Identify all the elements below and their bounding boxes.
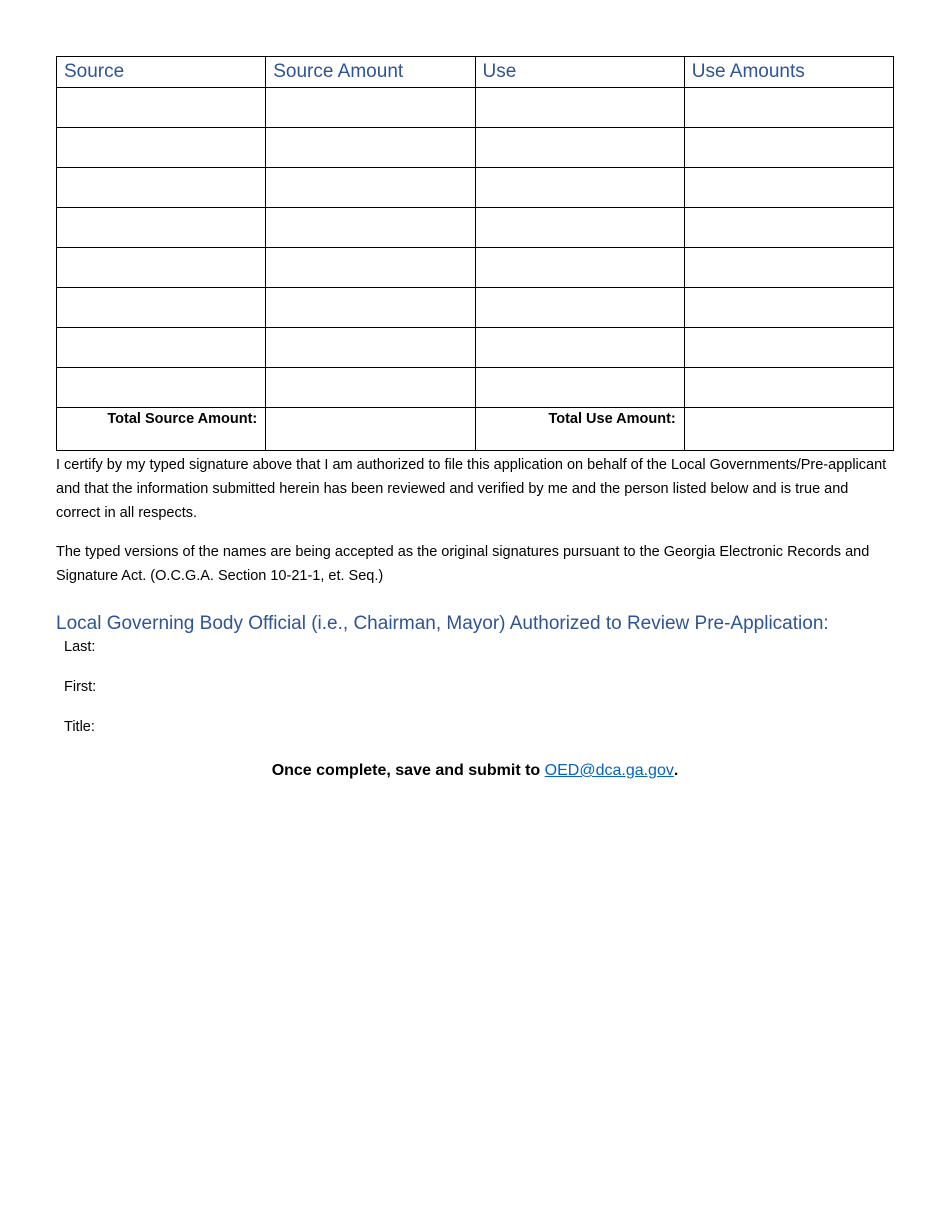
source-cell[interactable] — [57, 328, 266, 368]
source-cell[interactable] — [57, 288, 266, 328]
header-source: Source — [57, 57, 266, 88]
form-page — [56, 56, 894, 780]
table-row — [57, 288, 894, 328]
use-cell[interactable] — [475, 248, 684, 288]
source-cell[interactable] — [57, 208, 266, 248]
total-source-label: Total Source Amount: — [57, 408, 266, 451]
official-section-heading: Local Governing Body Official (i.e., Chairman, Mayor) Authorized to Review Pre-Application: — [56, 613, 829, 634]
use-cell[interactable] — [475, 288, 684, 328]
use-amount-cell[interactable] — [684, 128, 893, 168]
table-row — [57, 128, 894, 168]
signature-act-paragraph: The typed versions of the names are being accepted as the original signatures pursuant to the Georgia Electronic Records and Signature Act. (O.C.G.A. Section 10-21-1, et. Seq.) — [56, 544, 870, 584]
table-row — [57, 368, 894, 408]
last-name-label: Last: — [64, 639, 96, 655]
totals-row — [57, 408, 894, 451]
first-name-label: First: — [64, 679, 97, 695]
title-row — [56, 719, 894, 759]
source-cell[interactable] — [57, 168, 266, 208]
last-name-row — [56, 639, 894, 679]
source-cell[interactable] — [57, 88, 266, 128]
sources-uses-table — [56, 56, 894, 451]
table-header-row — [57, 57, 894, 88]
official-fields — [56, 639, 894, 759]
table-row — [57, 328, 894, 368]
table-row — [57, 88, 894, 128]
total-source-amount-cell[interactable] — [266, 408, 475, 451]
use-amount-cell[interactable] — [684, 328, 893, 368]
use-amount-cell[interactable] — [684, 88, 893, 128]
use-amount-cell[interactable] — [684, 168, 893, 208]
use-cell[interactable] — [475, 208, 684, 248]
total-use-amount-cell[interactable] — [684, 408, 893, 451]
first-name-field[interactable] — [102, 679, 894, 699]
use-cell[interactable] — [475, 368, 684, 408]
source-amount-cell[interactable] — [266, 288, 475, 328]
source-cell[interactable] — [57, 128, 266, 168]
source-amount-cell[interactable] — [266, 208, 475, 248]
submit-instruction — [56, 762, 894, 780]
title-label: Title: — [64, 719, 95, 735]
use-amount-cell[interactable] — [684, 368, 893, 408]
source-amount-cell[interactable] — [266, 368, 475, 408]
total-use-label: Total Use Amount: — [475, 408, 684, 451]
use-amount-cell[interactable] — [684, 288, 893, 328]
submit-suffix: . — [673, 762, 679, 779]
first-name-row — [56, 679, 894, 719]
use-amount-cell[interactable] — [684, 208, 893, 248]
source-amount-cell[interactable] — [266, 168, 475, 208]
use-cell[interactable] — [475, 328, 684, 368]
header-source-amount: Source Amount — [266, 57, 475, 88]
use-cell[interactable] — [475, 128, 684, 168]
use-amount-cell[interactable] — [684, 248, 893, 288]
source-amount-cell[interactable] — [266, 88, 475, 128]
source-cell[interactable] — [57, 368, 266, 408]
submit-text: Once complete, save and submit to — [271, 762, 545, 779]
use-cell[interactable] — [475, 88, 684, 128]
header-use-amounts: Use Amounts — [684, 57, 893, 88]
source-amount-cell[interactable] — [266, 128, 475, 168]
source-amount-cell[interactable] — [266, 248, 475, 288]
table-row — [57, 168, 894, 208]
submit-email-link[interactable]: OED@dca.ga.gov — [544, 762, 674, 779]
source-cell[interactable] — [57, 248, 266, 288]
title-field[interactable] — [101, 719, 894, 739]
certification-paragraph: I certify by my typed signature above that I am authorized to file this application on behalf of the Local Governments/Pre-applicant and that the information submitted herein has been reviewed and verified by me and the person listed below and is true and correct in all respects. — [56, 457, 887, 521]
last-name-field[interactable] — [101, 639, 894, 659]
table-row — [57, 248, 894, 288]
source-amount-cell[interactable] — [266, 328, 475, 368]
use-cell[interactable] — [475, 168, 684, 208]
header-use: Use — [475, 57, 684, 88]
table-row — [57, 208, 894, 248]
